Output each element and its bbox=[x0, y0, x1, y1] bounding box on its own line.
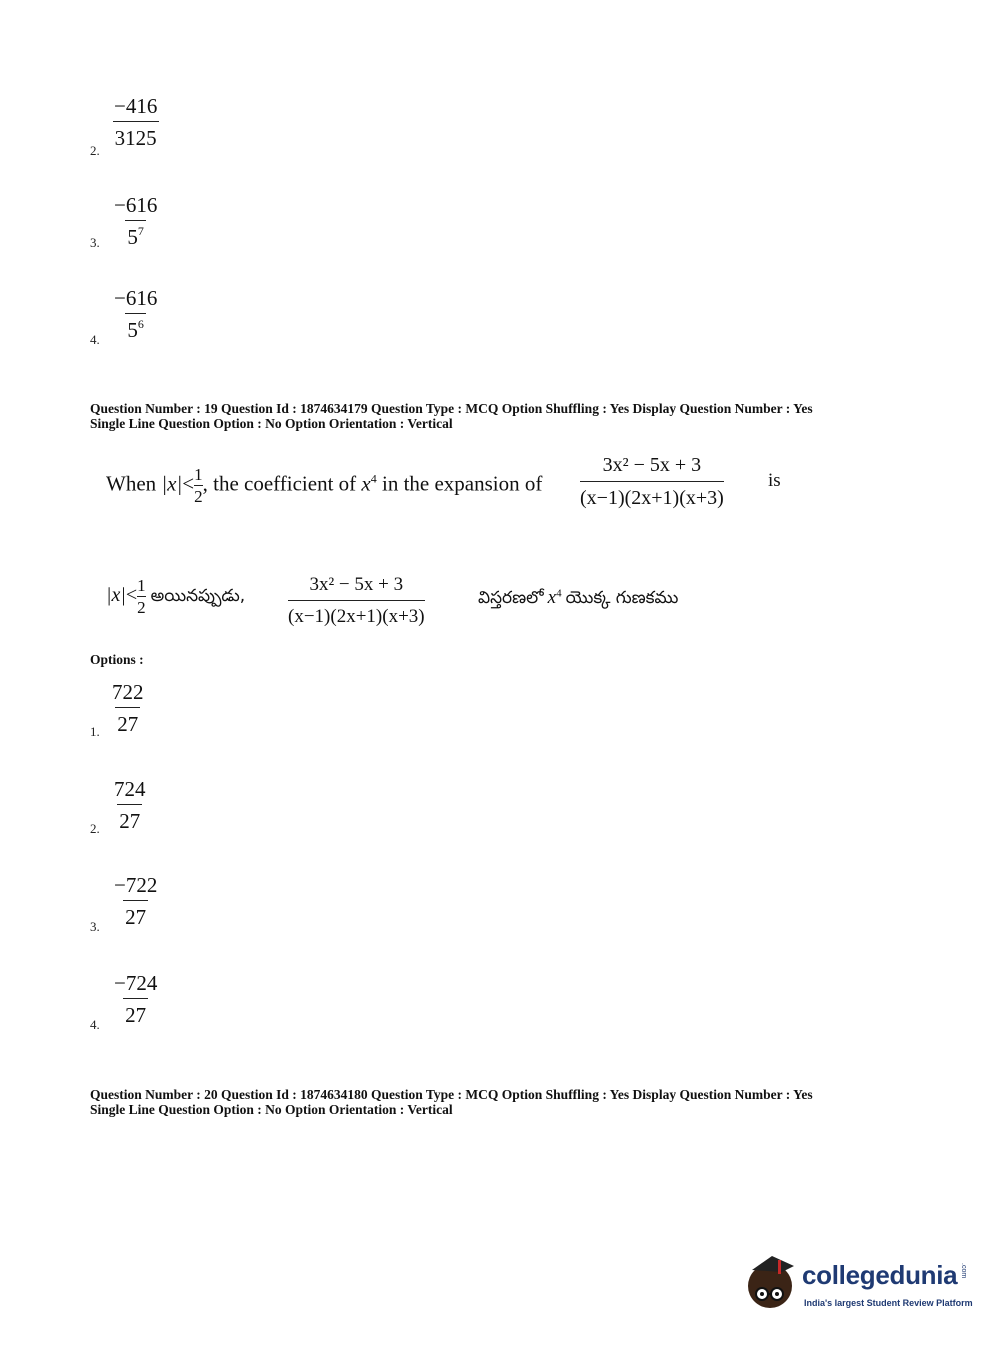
option-fraction bbox=[112, 96, 159, 149]
question-text-telugu-end: విస్తరణలో $x^4$ యొక్క గుణకము bbox=[478, 587, 679, 608]
mascot-icon bbox=[742, 1250, 800, 1316]
option-number: 1. bbox=[90, 724, 100, 739]
numerator: −616 bbox=[114, 193, 158, 217]
expression-fraction-telugu: $\frac{\text{3x² − 5x + 3}}{(x-1)(2x+1)(x+3)}$ bbox=[288, 574, 425, 627]
numerator: −722 bbox=[114, 873, 158, 897]
numerator: −724 bbox=[114, 971, 158, 995]
numerator: −416 bbox=[114, 94, 158, 118]
option-fraction[interactable] bbox=[112, 875, 159, 928]
option-number: 4. bbox=[90, 332, 100, 347]
half-fraction: $\frac{1}{2}$ bbox=[194, 465, 203, 506]
numerator: 722 bbox=[112, 680, 144, 704]
denominator: 3125 bbox=[113, 121, 159, 149]
numerator: 724 bbox=[114, 777, 146, 801]
expression-fraction: $\frac{\text{3x² − 5x + 3}}{(x-1)(2x+1)(x+3)}$ bbox=[580, 454, 724, 509]
option-fraction[interactable] bbox=[112, 779, 148, 832]
denominator: 27 bbox=[115, 707, 140, 735]
logo-name: collegedunia bbox=[802, 1260, 958, 1290]
option-number: 4. bbox=[90, 1017, 100, 1032]
denominator: 27 bbox=[123, 900, 148, 928]
logo-suffix: .com bbox=[960, 1263, 967, 1279]
option-number: 2. bbox=[90, 821, 100, 836]
logo-tagline: India's largest Student Review Platform bbox=[804, 1298, 973, 1308]
question-text-telugu-start: |x|< $\frac{1}{2}$ అయినప్పుడు, bbox=[106, 576, 246, 617]
question-meta: Question Number : 19 Question Id : 1874634179 Question Type : MCQ Option Shuffling : Yes Display Question Number : Yes Single Line Question Option : No Option Orientation : Vertical bbox=[90, 401, 813, 431]
denominator: 27 bbox=[123, 998, 148, 1026]
question-meta: Question Number : 20 Question Id : 1874634180 Question Type : MCQ Option Shuffling : Yes Display Question Number : Yes Single Line Question Option : No Option Orientation : Vertical bbox=[90, 1087, 813, 1117]
option-fraction[interactable] bbox=[110, 682, 146, 735]
options-label: Options : bbox=[90, 652, 144, 667]
collegedunia-logo bbox=[742, 1250, 972, 1320]
option-fraction bbox=[112, 288, 159, 341]
question-text-end: is bbox=[768, 470, 781, 491]
denominator: $5^6$ bbox=[125, 313, 146, 341]
option-fraction bbox=[112, 195, 159, 248]
question-text-english: When |x|< $\frac{1}{2}$ , the coefficient of $x^4$ in the expansion of bbox=[106, 465, 543, 506]
option-number: 2. bbox=[90, 143, 100, 158]
denominator: $5^7$ bbox=[125, 220, 146, 248]
option-fraction[interactable] bbox=[112, 973, 159, 1026]
numerator: −616 bbox=[114, 286, 158, 310]
denominator: 27 bbox=[117, 804, 142, 832]
option-number: 3. bbox=[90, 919, 100, 934]
option-number: 3. bbox=[90, 235, 100, 250]
